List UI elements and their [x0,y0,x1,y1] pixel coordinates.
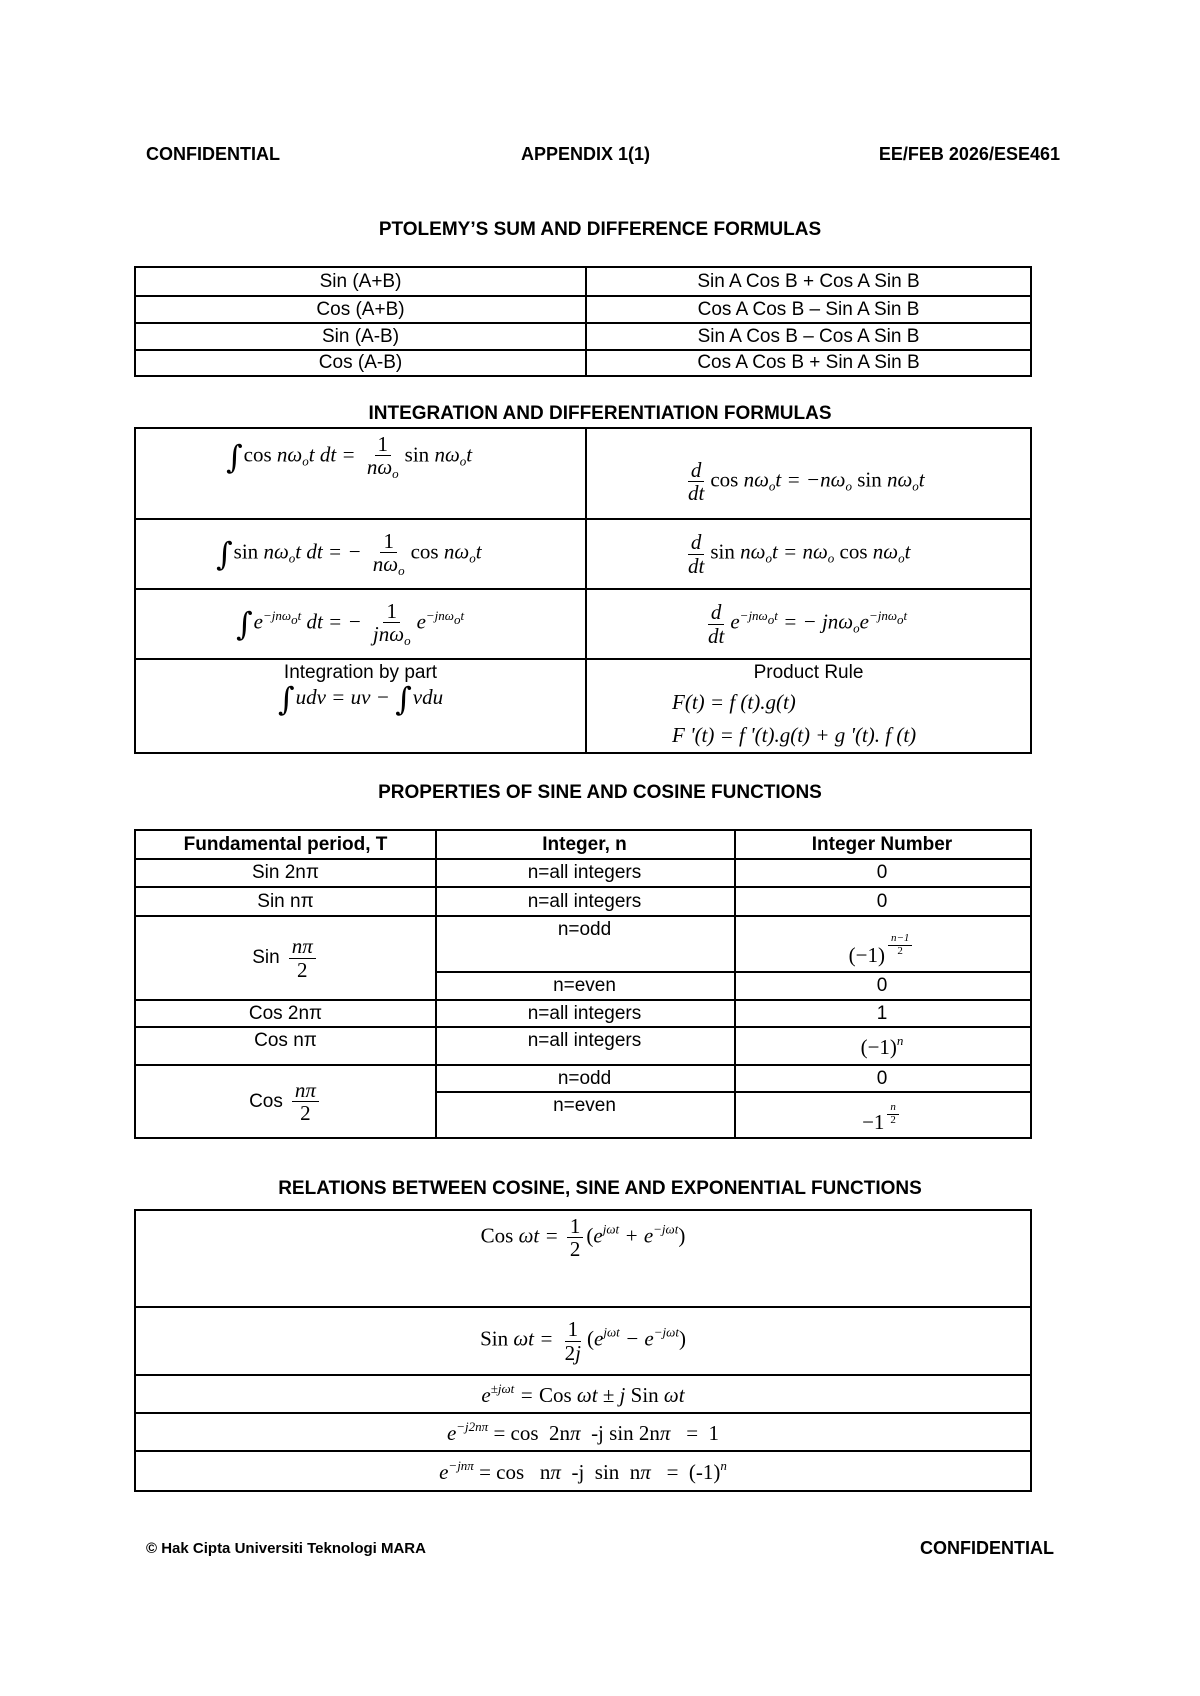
table-row [136,588,1030,658]
formula-sin-exp: Sin ωt = $\frac{1}{2j}$ $(e^{j\omega t} - e^{-j\omega t})$ [480,1317,686,1365]
value-cell: (−1) $^{\frac{n-1}{2}}$ [734,917,1030,971]
value-cell: 0 [876,1067,888,1089]
table-row [136,1374,1030,1412]
value-cell: 0 [876,975,888,996]
period-cell: Sin nπ [257,890,314,912]
header-left: CONFIDENTIAL [146,144,280,164]
formula-exp-2npi: $e^{-j2n\pi} = \cos 2n\pi$ -j sin 2nπ = 1 [446,1418,720,1445]
integer-cell: n=all integers [527,890,642,912]
formula-cos-exp: Cos ωt = $\frac{1}{2}$ $(e^{j\omega t} + e^{-j\omega t})$ [480,1214,686,1262]
formula-integration-by-part: ∫udv = uv − ∫vdu [277,680,444,718]
table-row [136,858,1030,886]
header-center: APPENDIX 1(1) [521,144,651,164]
period-cell: Cos nπ [254,1030,317,1051]
header-right: EE/FEB 2026/ESE461 [878,144,1060,164]
table-row [136,886,1030,915]
period-cell: Sin 2nπ [252,862,319,883]
integer-cell: n=odd [557,919,612,940]
formula-product-rule-2: F '(t) = f '(t).g(t) + g '(t). f (t) [672,723,917,747]
footer-copyright: © Hak Cipta Universiti Teknologi MARA [146,1540,426,1557]
table-row [136,518,1030,588]
integration-by-part-label: Integration by part [283,662,438,683]
ptolemy-lhs: Cos (A+B) [316,298,405,320]
formula-exp-npi: $e^{-jn\pi} = \cos n\pi$ -j $\sin n\pi = (-1)^n$ [439,1457,727,1484]
ptolemy-rhs: Cos A Cos B – Sin A Sin B [585,297,1030,322]
integration-by-part-cell [136,660,585,752]
ptolemy-lhs: Cos (A-B) [318,352,403,373]
ptolemy-rhs: Cos A Cos B + Sin A Sin B [585,351,1030,375]
table-header-row [136,831,1030,858]
properties-table [134,829,1032,1139]
properties-title: PROPERTIES OF SINE AND COSINE FUNCTIONS [378,782,822,803]
period-cell: Cos $\frac{n\pi}{2}$ [136,1066,435,1137]
value-cell: $(-1)^n$ [860,1032,904,1059]
integer-cell: n=all integers [527,862,642,883]
integer-cell: n=all integers [527,1030,642,1051]
integration-table [134,427,1032,754]
ptolemy-rhs: Sin A Cos B + Cos A Sin B [585,268,1030,295]
ptolemy-title: PTOLEMY’S SUM AND DIFFERENCE FORMULAS [378,219,822,240]
column-header: Integer Number [811,833,953,855]
product-rule-cell [585,660,1030,752]
integer-cell: n=odd [557,1067,612,1089]
table-row [136,999,1030,1026]
table-row-group [136,1064,1030,1137]
relations-title: RELATIONS BETWEEN COSINE, SINE AND EXPONENTIAL FUNCTIONS [278,1178,922,1199]
period-cell: Sin $\frac{n\pi}{2}$ [136,917,435,999]
footer-confidential: CONFIDENTIAL [920,1538,1054,1558]
table-row-group [136,915,1030,999]
formula-derivative-cos: $\frac{d}{dt}$ $\cos n\omega_ot = -n\omega_o$ $\sin n\omega_ot$ [585,429,1030,518]
formula-euler: $e^{\pm j\omega t}$ = Cos ωt ± j Sin ωt [481,1380,685,1407]
formula-integral-sin: ∫sin $n\omega_ot$ dt = − $\frac{1}{n\omega_o}$ $\cos n\omega_ot$ [216,529,482,579]
product-rule-label: Product Rule [753,662,864,683]
formula-derivative-exp: $\frac{d}{dt}$ $e^{-jn\omega_ot}$ = − $jn\omega_oe^{-jn\omega_ot}$ [585,590,1030,658]
integer-cell: n=even [553,1095,616,1116]
integration-title: INTEGRATION AND DIFFERENTIATION FORMULAS [368,403,832,424]
formula-integral-exp: $\int e^{-jn\omega_ot}$ dt = − $\frac{1}{jn\omega_o}$ $e^{-jn\omega_ot}$ [236,599,465,649]
table-row [136,429,1030,518]
formula-integral-cos: ∫cos $n\omega_ot$ dt = $\frac{1}{n\omega_o}$ $\sin n\omega_ot$ [226,432,473,482]
formula-product-rule-1: F(t) = f (t).g(t) [672,690,796,714]
relations-table [134,1209,1032,1492]
value-cell: 0 [876,862,888,883]
integer-cell: n=all integers [527,1002,642,1024]
ptolemy-lhs: Sin (A-B) [321,325,400,347]
value-cell: 0 [876,890,888,912]
table-row [136,322,1030,349]
period-cell: Cos 2nπ [248,1002,323,1024]
integer-cell: n=even [553,975,616,996]
table-row [136,268,1030,295]
table-row [136,1306,1030,1374]
table-row [136,295,1030,322]
ptolemy-rhs: Sin A Cos B – Cos A Sin B [585,324,1030,349]
table-row [136,349,1030,375]
value-cell: −1 $^{\frac{n}{2}}$ [734,1093,1030,1137]
table-row [136,1412,1030,1450]
table-row [136,658,1030,752]
table-row [136,1450,1030,1490]
value-cell: 1 [876,1002,888,1024]
ptolemy-table [134,266,1032,377]
table-row [136,1211,1030,1306]
column-header: Fundamental period, T [183,833,388,855]
formula-derivative-sin: $\frac{d}{dt}$ $\sin n\omega_ot = n\omega_o$ $\cos n\omega_ot$ [585,520,1030,588]
ptolemy-lhs: Sin (A+B) [319,270,402,292]
column-header: Integer, n [542,833,627,855]
table-row [136,1026,1030,1064]
